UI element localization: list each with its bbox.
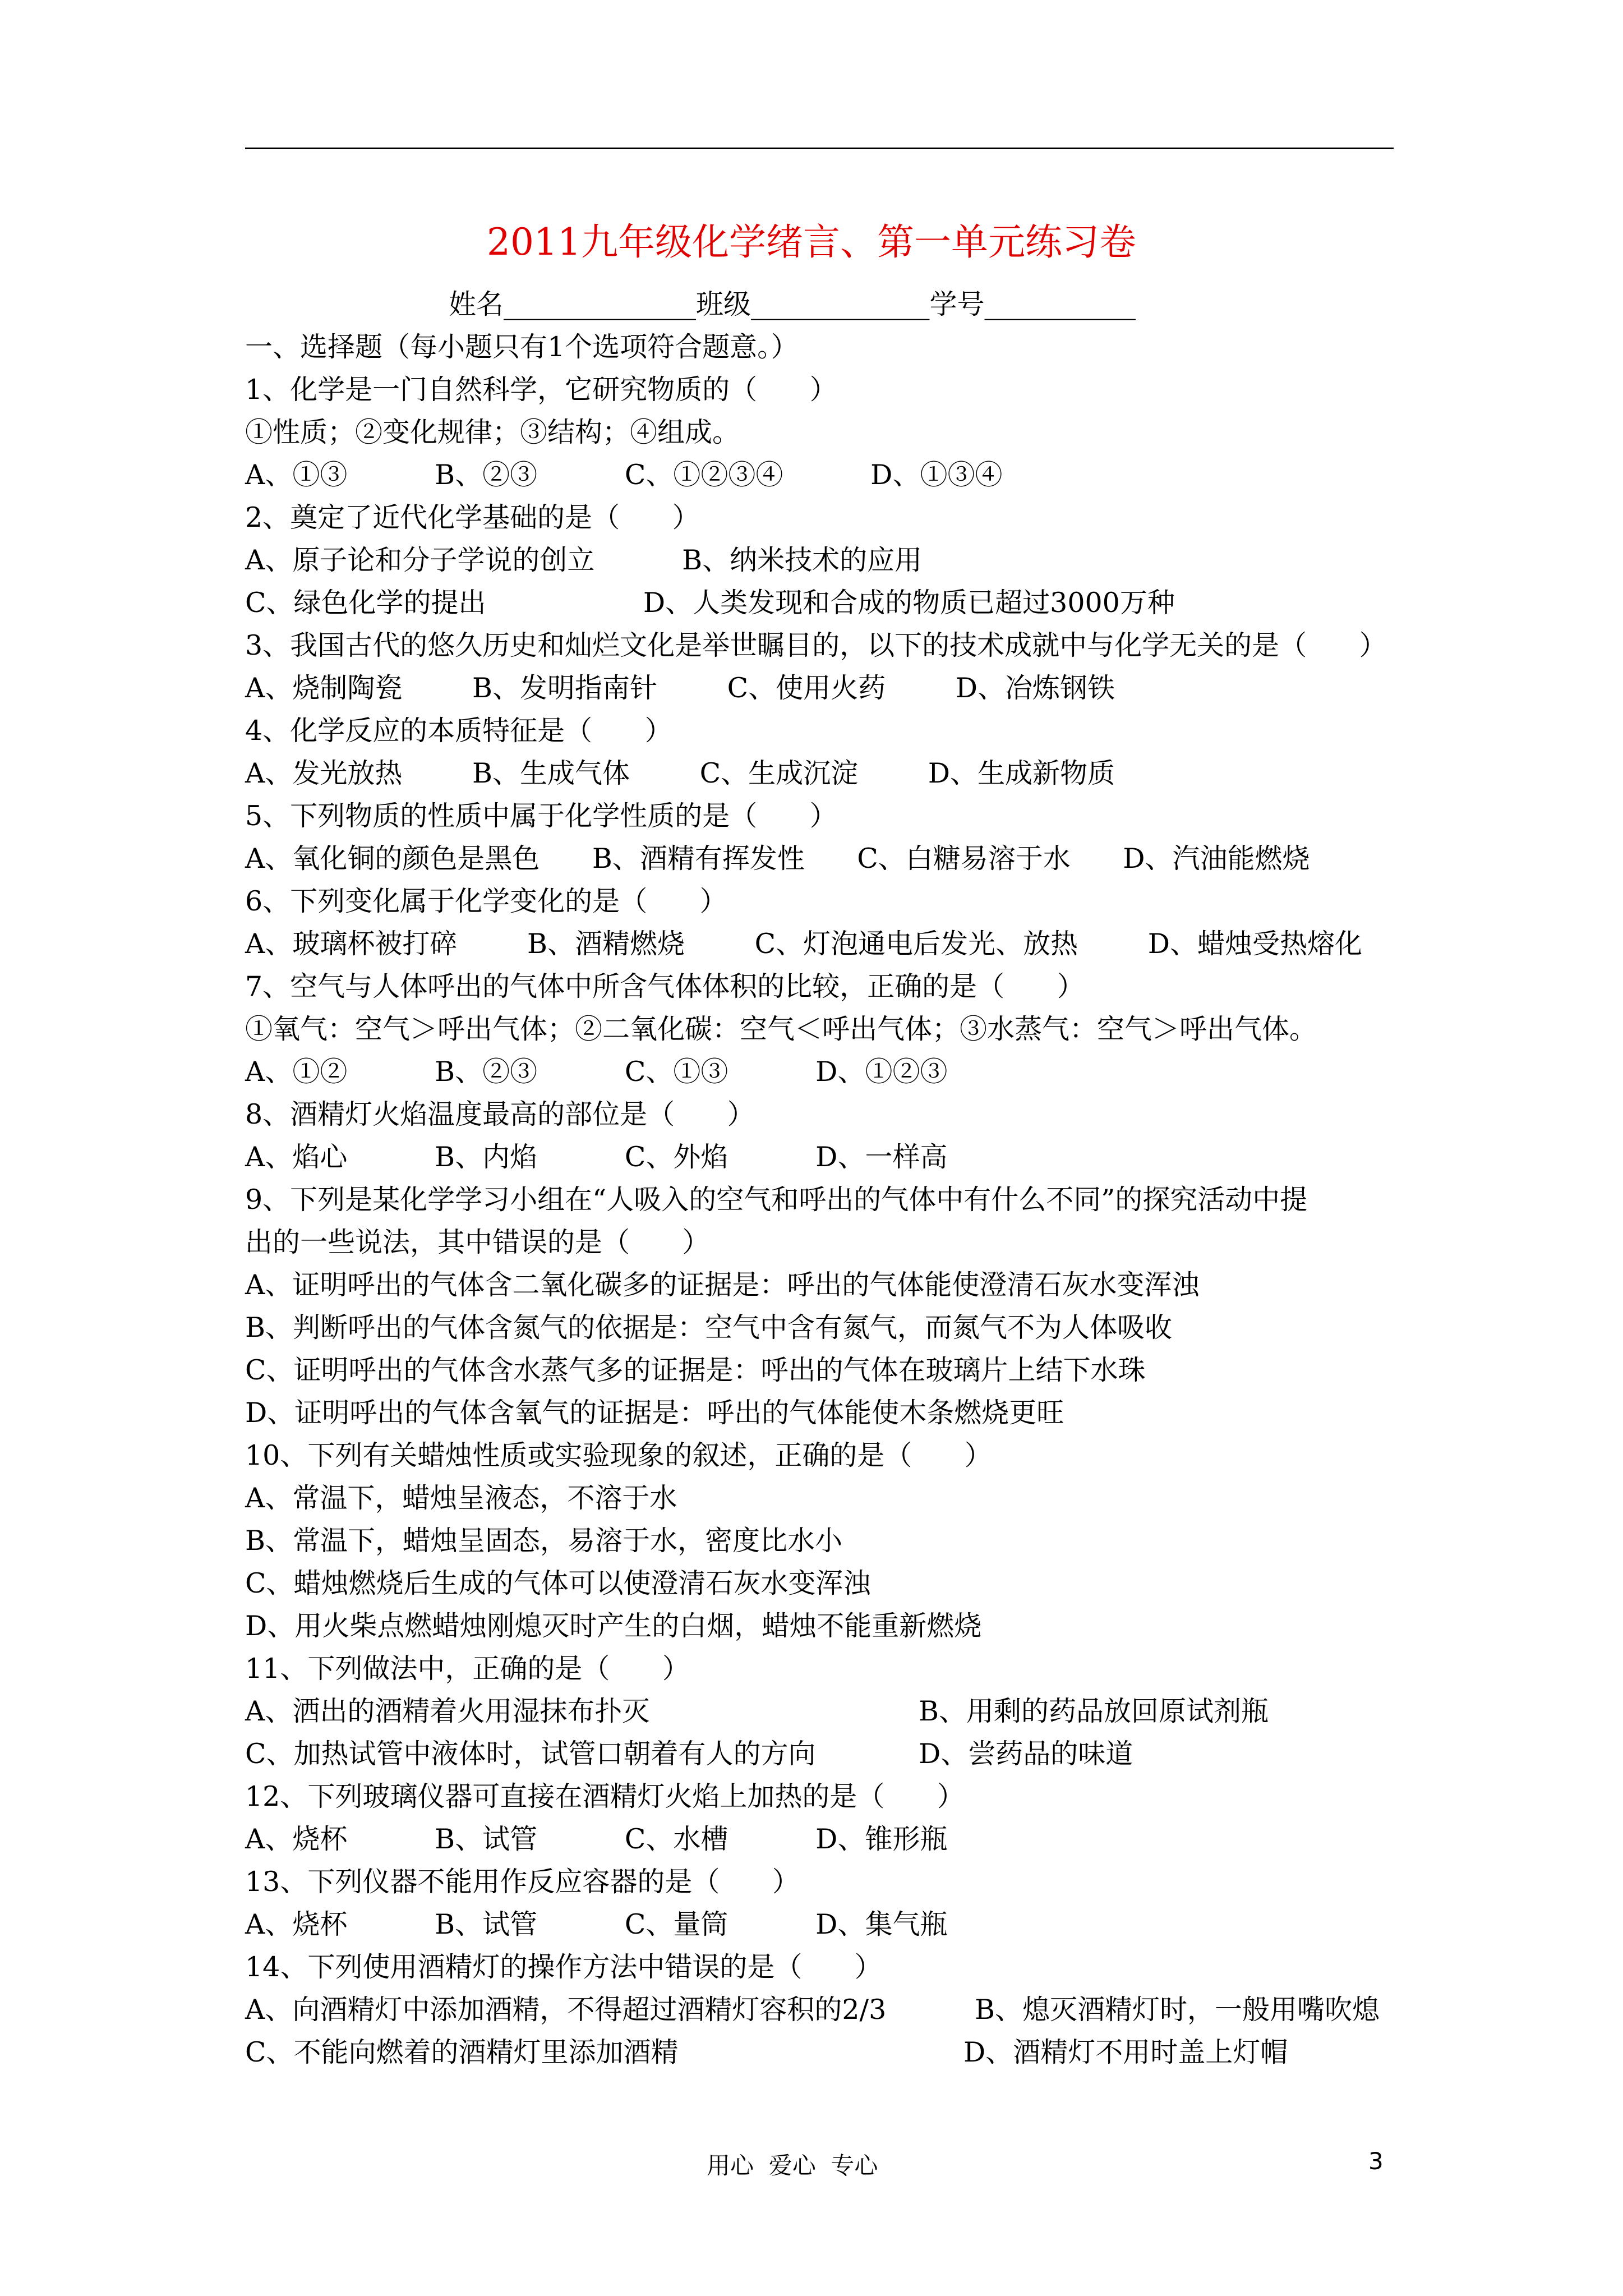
options-line: B、判断呼出的气体含氮气的依据是：空气中含有氮气，而氮气不为人体吸收 <box>245 1312 1173 1343</box>
options-line: C、证明呼出的气体含水蒸气多的证据是：呼出的气体在玻璃片上结下水珠 <box>245 1354 1146 1386</box>
options-line: A、焰心 B、内焰 C、外焰 D、一样高 <box>245 1141 948 1173</box>
page-title: 2011九年级化学绪言、第一单元练习卷 <box>487 220 1136 264</box>
question-line: 11、下列做法中，正确的是（ ） <box>245 1653 690 1685</box>
question-line: 出的一些说法，其中错误的是（ ） <box>245 1226 710 1258</box>
options-line: A、原子论和分子学说的创立 B、纳米技术的应用 <box>245 544 923 576</box>
options-line: A、洒出的酒精着火用湿抹布扑灭 <box>245 1695 650 1727</box>
options-line: A、①② B、②③ C、①③ D、①②③ <box>245 1056 948 1088</box>
options-line: D、证明呼出的气体含氧气的证据是：呼出的气体能使木条燃烧更旺 <box>245 1397 1064 1429</box>
options-line: C、蜡烛燃烧后生成的气体可以使澄清石灰水变浑浊 <box>245 1567 871 1599</box>
options-line: A、玻璃杯被打碎 B、酒精燃烧 C、灯泡通电后发光、放热 D、蜡烛受热熔化 <box>245 928 1362 960</box>
options-line: B、常温下，蜡烛呈固态，易溶于水，密度比水小 <box>245 1525 843 1557</box>
options-line: A、发光放热 B、生成气体 C、生成沉淀 D、生成新物质 <box>245 757 1115 789</box>
question-line: 3、我国古代的悠久历史和灿烂文化是举世瞩目的，以下的技术成就中与化学无关的是（ ） <box>245 629 1387 661</box>
student-info-fields: 姓名______________班级_____________学号___________ <box>449 288 1136 320</box>
section-heading: 一、选择题（每小题只有1个选项符合题意。） <box>245 331 799 363</box>
page-number: 3 <box>1368 2147 1384 2175</box>
question-line: 8、酒精灯火焰温度最高的部位是（ ） <box>245 1098 755 1130</box>
options-line: D、用火柴点燃蜡烛刚熄灭时产生的白烟，蜡烛不能重新燃烧 <box>245 1610 982 1642</box>
options-line: A、烧制陶瓷 B、发明指南针 C、使用火药 D、冶炼钢铁 <box>245 672 1115 704</box>
options-line: A、向酒精灯中添加酒精，不得超过酒精灯容积的2/3 <box>245 1994 887 2026</box>
footer-motto: 用心 爱心 专心 <box>707 2152 878 2179</box>
options-line: C、绿色化学的提出 D、人类发现和合成的物质已超过3000万种 <box>245 587 1175 619</box>
question-line: 10、下列有关蜡烛性质或实验现象的叙述，正确的是（ ） <box>245 1439 992 1471</box>
options-line: A、烧杯 B、试管 C、水槽 D、锥形瓶 <box>245 1823 948 1855</box>
question-line: 13、下列仪器不能用作反应容器的是（ ） <box>245 1866 800 1898</box>
options-line-right: B、用剩的药品放回原试剂瓶 <box>919 1695 1269 1727</box>
options-line-right: D、尝药品的味道 <box>919 1738 1133 1770</box>
options-line-right: D、酒精灯不用时盖上灯帽 <box>963 2036 1288 2068</box>
question-line: 2、奠定了近代化学基础的是（ ） <box>245 501 700 533</box>
question-line: ①氧气：空气＞呼出气体；②二氧化碳：空气＜呼出气体；③水蒸气：空气＞呼出气体。 <box>245 1013 1317 1045</box>
question-line: 4、化学反应的本质特征是（ ） <box>245 715 672 747</box>
options-line: A、①③ B、②③ C、①②③④ D、①③④ <box>245 459 1003 491</box>
question-line: 7、空气与人体呼出的气体中所含气体体积的比较，正确的是（ ） <box>245 970 1085 1002</box>
options-line-right: B、熄灭酒精灯时，一般用嘴吹熄 <box>975 1994 1380 2026</box>
question-line: ①性质；②变化规律；③结构；④组成。 <box>245 416 740 448</box>
question-line: 12、下列玻璃仪器可直接在酒精灯火焰上加热的是（ ） <box>245 1780 965 1812</box>
header-rule <box>245 148 1394 149</box>
options-line: C、不能向燃着的酒精灯里添加酒精 <box>245 2036 679 2068</box>
options-line: C、加热试管中液体时，试管口朝着有人的方向 <box>245 1738 816 1770</box>
question-line: 5、下列物质的性质中属于化学性质的是（ ） <box>245 800 837 832</box>
question-line: 1、化学是一门自然科学，它研究物质的（ ） <box>245 374 837 406</box>
options-line: A、常温下，蜡烛呈液态，不溶于水 <box>245 1482 677 1514</box>
question-line: 14、下列使用酒精灯的操作方法中错误的是（ ） <box>245 1951 882 1983</box>
options-line: A、氧化铜的颜色是黑色 B、酒精有挥发性 C、白糖易溶于水 D、汽油能燃烧 <box>245 843 1310 875</box>
question-line: 9、下列是某化学学习小组在“人吸入的空气和呼出的气体中有什么不同”的探究活动中提 <box>245 1184 1308 1216</box>
question-line: 6、下列变化属于化学变化的是（ ） <box>245 885 727 917</box>
options-line: A、烧杯 B、试管 C、量筒 D、集气瓶 <box>245 1908 948 1940</box>
options-line: A、证明呼出的气体含二氧化碳多的证据是：呼出的气体能使澄清石灰水变浑浊 <box>245 1269 1200 1301</box>
